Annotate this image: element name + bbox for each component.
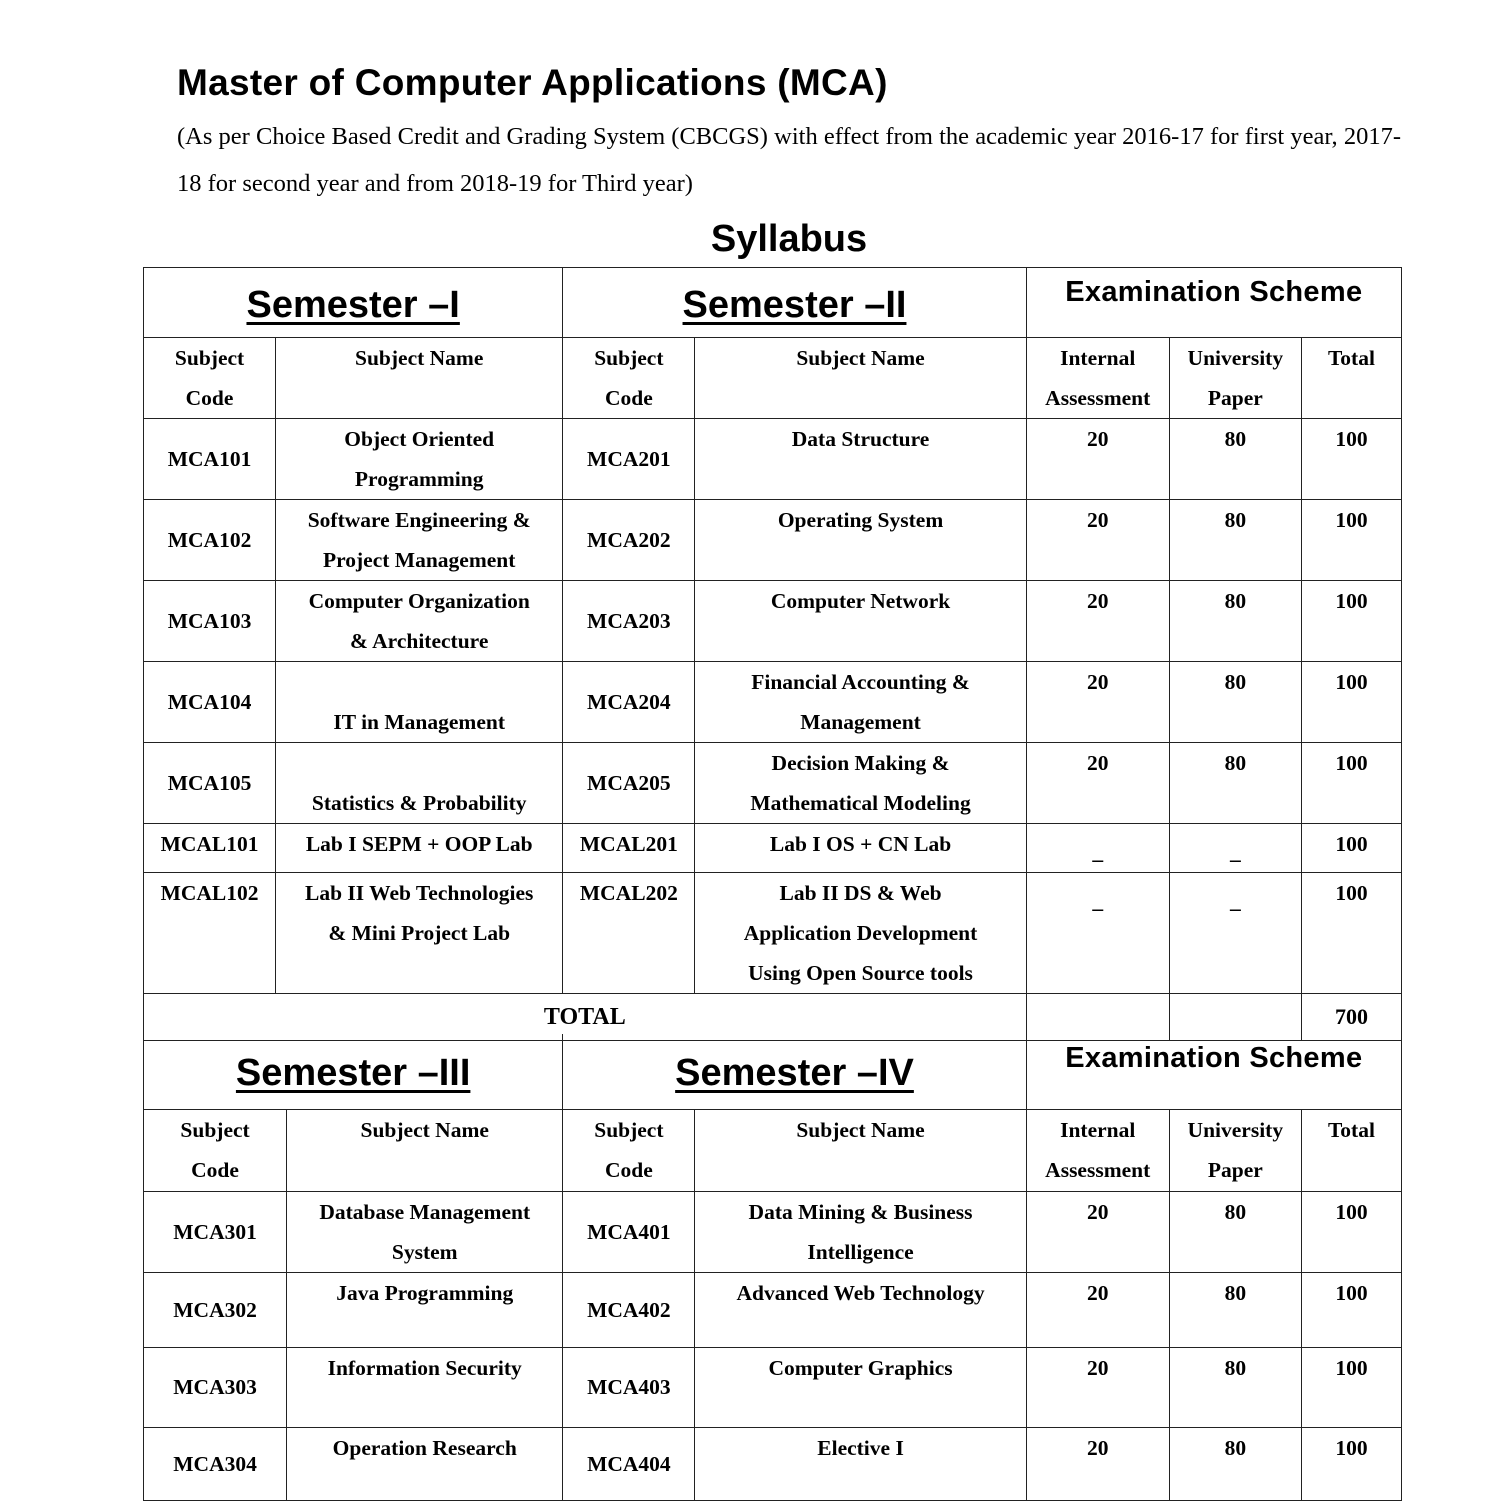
subject-name-line: Object Oriented: [344, 427, 495, 451]
total-marks: 100: [1335, 832, 1368, 856]
subject-name-line: Advanced Web Technology: [736, 1280, 985, 1305]
internal-marks: 20: [1086, 751, 1109, 775]
subject-row: [144, 743, 1402, 824]
subject-name-line: Lab I OS + CN Lab: [769, 832, 952, 856]
subject-code: MCA302: [173, 1297, 257, 1322]
total-marks: 100: [1335, 1355, 1368, 1380]
subject-code: MCA105: [167, 771, 252, 795]
subject-name-cell: [695, 1272, 1026, 1347]
internal-marks: _: [1092, 840, 1104, 864]
subject-code-cell: [144, 824, 276, 873]
subject-code-cell: [144, 1427, 287, 1500]
university-marks-cell: [1169, 743, 1301, 824]
subject-code: MCA101: [167, 447, 252, 471]
subject-name-cell: [276, 419, 563, 500]
university-marks: 80: [1224, 427, 1247, 451]
subject-name-line: Mathematical Modeling: [750, 791, 971, 815]
internal-marks: 20: [1086, 508, 1109, 532]
internal-marks-cell: [1026, 662, 1169, 743]
total-value: 700: [1301, 994, 1401, 1041]
university-marks-cell: [1169, 1427, 1301, 1500]
university-paper-header: University Paper: [1169, 1109, 1301, 1191]
internal-marks-cell: [1026, 824, 1169, 873]
subject-name-line: Elective I: [817, 1435, 904, 1460]
subject-name-header: Subject Name: [287, 1109, 563, 1191]
subject-name-cell: [695, 581, 1026, 662]
university-marks: 80: [1224, 589, 1247, 613]
subject-name-cell: [695, 824, 1026, 873]
internal-marks: 20: [1086, 1280, 1109, 1305]
subject-name-cell: [276, 743, 563, 824]
subject-name-line: Operating System: [777, 508, 944, 532]
subject-code: MCAL202: [579, 881, 678, 905]
subject-name-line: Application Development: [743, 921, 978, 945]
university-marks-cell: [1169, 1191, 1301, 1272]
subject-name-line: & Mini Project Lab: [328, 921, 511, 945]
internal-marks: _: [1092, 889, 1104, 913]
university-marks-cell: [1169, 581, 1301, 662]
subject-code-cell: [563, 662, 695, 743]
total-marks-cell: [1301, 1427, 1401, 1500]
subject-row: [144, 581, 1402, 662]
subject-name-line: Operation Research: [332, 1435, 517, 1460]
subject-code: MCAL102: [160, 881, 259, 905]
subject-name-cell: [287, 1272, 563, 1347]
subject-name-line: Database Management: [319, 1199, 531, 1224]
subject-row: [144, 1427, 1402, 1500]
university-marks: 80: [1224, 751, 1247, 775]
total-marks-cell: [1301, 824, 1401, 873]
subject-row: [144, 1191, 1402, 1272]
subject-name-cell: [695, 1347, 1026, 1427]
total-marks-cell: [1301, 500, 1401, 581]
subject-name-line: & Architecture: [350, 629, 489, 653]
subject-code: MCA401: [587, 1219, 671, 1244]
internal-marks: 20: [1086, 1435, 1109, 1460]
total-marks: 100: [1335, 1280, 1368, 1305]
internal-assessment-header: Internal Assessment: [1026, 1109, 1169, 1191]
syllabus-table-sem-1-2: [143, 267, 1402, 1041]
subject-name-line: Software Engineering &: [307, 508, 531, 532]
internal-marks-cell: [1026, 873, 1169, 994]
subject-name-cell: [287, 1191, 563, 1272]
subject-name-cell: [276, 500, 563, 581]
university-marks: 80: [1224, 508, 1247, 532]
subject-code-cell: [563, 1427, 695, 1500]
university-marks: 80: [1224, 1199, 1247, 1224]
total-marks: 100: [1335, 589, 1368, 613]
internal-marks: 20: [1086, 589, 1109, 613]
subject-code-cell: [144, 1272, 287, 1347]
subject-code: MCA205: [587, 771, 671, 795]
subject-code: MCA201: [587, 447, 671, 471]
subject-code-header: Subject Code: [563, 338, 695, 419]
subject-row: [144, 824, 1402, 873]
subject-code-cell: [563, 743, 695, 824]
subject-name-cell: [695, 1427, 1026, 1500]
subject-name-cell: [695, 500, 1026, 581]
subject-row: [144, 419, 1402, 500]
total-marks: 100: [1335, 670, 1368, 694]
document-subtitle: (As per Choice Based Credit and Grading System (CBCGS) with effect from the academic year 2016-17 for first year, 2017-18 for second year and from 2018-19 for Third year): [177, 123, 1401, 197]
subject-name-line: Project Management: [322, 548, 516, 572]
subject-code-cell: [144, 743, 276, 824]
total-marks-cell: [1301, 419, 1401, 500]
semester-iv-heading: Semester –IV: [563, 1034, 1026, 1109]
subject-name-line: Data Structure: [791, 427, 930, 451]
subject-row: [144, 662, 1402, 743]
subject-name-line: Information Security: [327, 1355, 522, 1380]
total-marks-cell: [1301, 873, 1401, 994]
university-marks-cell: [1169, 1347, 1301, 1427]
subject-name-cell: [695, 1191, 1026, 1272]
subject-name-line: Lab II Web Technologies: [304, 881, 534, 905]
subject-code-cell: [563, 581, 695, 662]
subject-name-line: Computer Organization: [308, 589, 530, 613]
subject-row: [144, 1347, 1402, 1427]
subject-code-cell: [563, 1272, 695, 1347]
internal-marks: 20: [1086, 427, 1109, 451]
subject-name-line: Decision Making &: [771, 751, 950, 775]
university-marks: 80: [1224, 1435, 1247, 1460]
subject-name-line: Lab II DS & Web: [779, 881, 942, 905]
internal-marks-cell: [1026, 419, 1169, 500]
subject-code-header: Subject Code: [144, 1109, 287, 1191]
university-marks: 80: [1224, 1355, 1247, 1380]
total-header: Total: [1301, 338, 1401, 419]
subject-name-cell: [287, 1347, 563, 1427]
subject-name-line: IT in Management: [333, 710, 506, 734]
examination-scheme-heading: Examination Scheme: [1026, 268, 1401, 338]
subject-row: [144, 873, 1402, 994]
internal-marks-cell: [1026, 500, 1169, 581]
subject-name-header: Subject Name: [276, 338, 563, 419]
subject-code: MCA102: [167, 528, 252, 552]
subject-code-header: Subject Code: [563, 1109, 695, 1191]
subject-name-cell: [276, 662, 563, 743]
subject-code-cell: [144, 1191, 287, 1272]
total-marks: 100: [1335, 427, 1368, 451]
internal-marks-cell: [1026, 1191, 1169, 1272]
subject-name-cell: [287, 1427, 563, 1500]
total-marks-cell: [1301, 1272, 1401, 1347]
subject-row: [144, 500, 1402, 581]
total-marks: 100: [1335, 508, 1368, 532]
semester-iii-heading: Semester –III: [144, 1034, 563, 1109]
subject-name-line: Computer Graphics: [768, 1355, 953, 1380]
internal-marks-cell: [1026, 743, 1169, 824]
internal-marks: 20: [1086, 1199, 1109, 1224]
subject-code-cell: [144, 419, 276, 500]
internal-marks-cell: [1026, 1427, 1169, 1500]
examination-scheme-heading: Examination Scheme: [1026, 1034, 1401, 1109]
subject-name-line: Programming: [354, 467, 484, 491]
subject-row: [144, 1272, 1402, 1347]
subject-code: MCA404: [587, 1451, 671, 1476]
column-header-row: [144, 1109, 1402, 1191]
total-header: Total: [1301, 1109, 1401, 1191]
university-marks-cell: [1169, 662, 1301, 743]
syllabus-table-sem-3-4: [143, 1034, 1402, 1501]
subject-name-line: Data Mining & Business: [748, 1199, 973, 1224]
subject-name-cell: [695, 662, 1026, 743]
university-marks-cell: [1169, 873, 1301, 994]
subject-code-cell: [563, 419, 695, 500]
total-marks: 100: [1335, 1435, 1368, 1460]
university-marks: 80: [1224, 670, 1247, 694]
column-header-row: [144, 338, 1402, 419]
subject-name-line: Statistics & Probability: [311, 791, 527, 815]
subject-code: MCA304: [173, 1451, 257, 1476]
internal-marks-cell: [1026, 1272, 1169, 1347]
total-marks-cell: [1301, 662, 1401, 743]
semester-i-heading: Semester –I: [144, 268, 563, 338]
university-marks: _: [1229, 840, 1241, 864]
subject-name-line: Intelligence: [807, 1239, 914, 1264]
university-marks-cell: [1169, 1272, 1301, 1347]
subject-name-line: System: [391, 1239, 458, 1264]
total-marks-cell: [1301, 1347, 1401, 1427]
subject-code-cell: [144, 873, 276, 994]
subject-code-cell: [563, 1191, 695, 1272]
subject-name-cell: [695, 419, 1026, 500]
subject-code: MCA403: [587, 1375, 671, 1399]
total-marks: 100: [1335, 1199, 1368, 1224]
subject-code-cell: [563, 500, 695, 581]
subject-code-cell: [563, 1347, 695, 1427]
subject-code: MCA203: [587, 609, 671, 633]
university-marks-cell: [1169, 500, 1301, 581]
subject-code: MCAL201: [579, 832, 678, 856]
subject-code: MCA103: [167, 609, 252, 633]
university-marks: 80: [1224, 1280, 1247, 1305]
subject-name-line: Java Programming: [336, 1280, 514, 1305]
subject-code: MCA303: [173, 1375, 257, 1399]
internal-marks-cell: [1026, 581, 1169, 662]
total-marks-cell: [1301, 1191, 1401, 1272]
subject-code-cell: [563, 824, 695, 873]
subject-name-line: Computer Network: [770, 589, 951, 613]
university-marks-cell: [1169, 419, 1301, 500]
university-marks: _: [1229, 889, 1241, 913]
subject-code: MCA104: [167, 690, 252, 714]
total-label: TOTAL: [144, 994, 1027, 1041]
subject-name-line: Management: [800, 710, 921, 734]
subject-code-header: Subject Code: [144, 338, 276, 419]
total-marks: 100: [1335, 751, 1368, 775]
subject-name-line: Using Open Source tools: [748, 961, 973, 985]
university-paper-header: University Paper: [1169, 338, 1301, 419]
document-title: Master of Computer Applications (MCA): [177, 62, 888, 103]
semester-ii-heading: Semester –II: [563, 268, 1026, 338]
internal-marks: 20: [1086, 670, 1109, 694]
subject-code-cell: [144, 500, 276, 581]
subject-code-cell: [144, 662, 276, 743]
internal-marks: 20: [1086, 1355, 1109, 1380]
subject-name-cell: [695, 743, 1026, 824]
subject-name-cell: [276, 873, 563, 994]
subject-name-cell: [276, 581, 563, 662]
subject-name-cell: [276, 824, 563, 873]
university-marks-cell: [1169, 824, 1301, 873]
subject-code: MCA301: [173, 1219, 257, 1244]
total-marks-cell: [1301, 581, 1401, 662]
syllabus-heading: Syllabus: [710, 218, 868, 260]
internal-assessment-header: Internal Assessment: [1026, 338, 1169, 419]
subject-name-line: Financial Accounting &: [751, 670, 970, 694]
subject-code: MCAL101: [160, 832, 259, 856]
subject-name-line: Lab I SEPM + OOP Lab: [305, 832, 533, 856]
subject-code-cell: [144, 581, 276, 662]
subject-code: MCA402: [587, 1297, 671, 1322]
subject-name-header: Subject Name: [695, 1109, 1026, 1191]
total-marks: 100: [1335, 881, 1368, 905]
subject-name-header: Subject Name: [695, 338, 1026, 419]
internal-marks-cell: [1026, 1347, 1169, 1427]
subject-code-cell: [144, 1347, 287, 1427]
subject-name-cell: [695, 873, 1026, 994]
subject-code: MCA202: [587, 528, 671, 552]
subject-code: MCA204: [587, 690, 671, 714]
total-marks-cell: [1301, 743, 1401, 824]
subject-code-cell: [563, 873, 695, 994]
